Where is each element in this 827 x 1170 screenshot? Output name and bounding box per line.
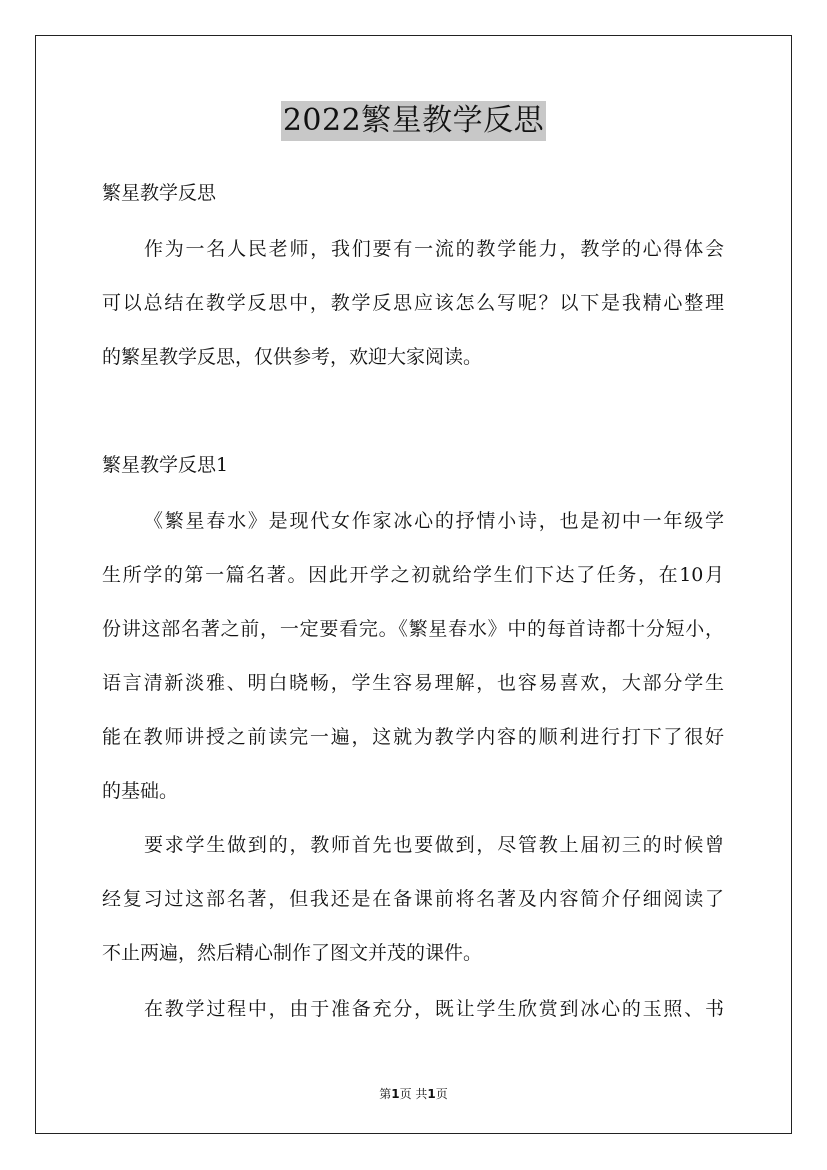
paragraph-line: 能在教师讲授之前读完一遍，这就为教学内容的顺利进行打下了很好 — [102, 726, 724, 748]
paragraph-line: 要求学生做到的，教师首先也要做到，尽管教上届初三的时候曾 — [144, 834, 724, 856]
footer-page-number: 1 — [391, 1087, 400, 1101]
intro-line: 作为一名人民老师，我们要有一流的教学能力，教学的心得体会 — [144, 238, 724, 260]
footer-page-total: 1 — [427, 1087, 436, 1101]
intro-line: 可以总结在教学反思中，教学反思应该怎么写呢？以下是我精心整理 — [102, 292, 724, 314]
paragraph-line: 份讲这部名著之前，一定要看完。《繁星春水》中的每首诗都十分短小， — [102, 618, 724, 640]
footer-suffix: 页 — [435, 1087, 448, 1101]
intro-line: 的繁星教学反思，仅供参考，欢迎大家阅读。 — [102, 346, 483, 368]
document-subtitle: 繁星教学反思 — [102, 182, 217, 204]
paragraph-line: 在教学过程中，由于准备充分，既让学生欣赏到冰心的玉照、书 — [144, 998, 724, 1020]
page-footer — [0, 1085, 827, 1102]
title-container — [0, 101, 827, 141]
paragraph-line: 生所学的第一篇名著。因此开学之初就给学生们下达了任务，在10月 — [102, 564, 724, 586]
section-heading: 繁星教学反思1 — [102, 454, 229, 476]
paragraph-line: 经复习过这部名著，但我还是在备课前将名著及内容简介仔细阅读了 — [102, 888, 724, 910]
paragraph-line: 不止两遍，然后精心制作了图文并茂的课件。 — [102, 942, 483, 964]
paragraph-line: 《繁星春水》是现代女作家冰心的抒情小诗，也是初中一年级学 — [144, 510, 724, 532]
paragraph-line: 的基础。 — [102, 780, 179, 802]
footer-mid: 页 共 — [399, 1087, 428, 1101]
paragraph-line: 语言清新淡雅、明白晓畅，学生容易理解，也容易喜欢，大部分学生 — [102, 672, 724, 694]
footer-prefix: 第 — [379, 1087, 392, 1101]
document-title: 2022繁星教学反思 — [281, 101, 546, 141]
